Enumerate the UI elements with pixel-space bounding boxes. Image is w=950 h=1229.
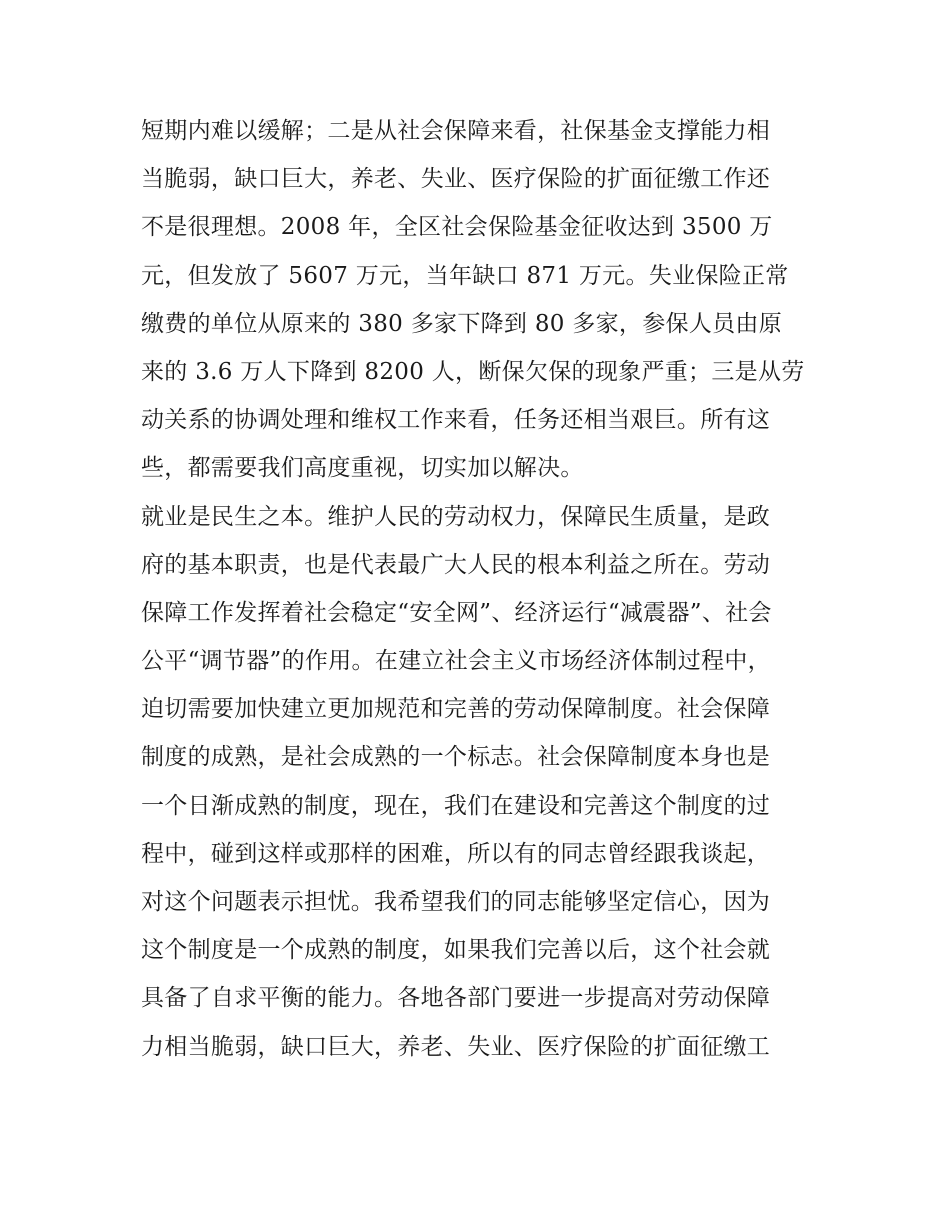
text-line: 一个日渐成熟的制度，现在，我们在建设和完善这个制度的过	[141, 792, 771, 819]
text-line: 具备了自求平衡的能力。各地各部门要进一步提高对劳动保障	[141, 985, 771, 1012]
text-line: 力相当脆弱，缺口巨大，养老、失业、医疗保险的扩面征缴工	[141, 1033, 771, 1060]
text-line: 公平“调节器”的作用。在建立社会主义市场经济体制过程中，	[141, 648, 771, 675]
text-line: 不是很理想。2008 年，全区社会保险基金征收达到 3500 万	[141, 214, 773, 241]
text-line: 就业是民生之本。维护人民的劳动权力，保障民生质量，是政	[141, 503, 771, 530]
text-line: 迫切需要加快建立更加规范和完善的劳动保障制度。社会保障	[141, 696, 771, 723]
text-line: 程中，碰到这样或那样的困难，所以有的同志曾经跟我谈起，	[141, 840, 771, 867]
text-line: 缴费的单位从原来的 380 多家下降到 80 多家，参保人员由原	[141, 310, 783, 337]
text-line: 府的基本职责，也是代表最广大人民的根本利益之所在。劳动	[141, 551, 771, 578]
text-line: 动关系的协调处理和维权工作来看，任务还相当艰巨。所有这	[141, 407, 771, 434]
document-body-text	[141, 107, 821, 1071]
text-line: 短期内难以缓解；二是从社会保障来看，社保基金支撑能力相	[141, 118, 771, 144]
text-line: 当脆弱，缺口巨大，养老、失业、医疗保险的扩面征缴工作还	[141, 166, 771, 193]
text-line: 保障工作发挥着社会稳定“安全网”、经济运行“减震器”、社会	[141, 599, 772, 626]
text-line: 对这个问题表示担忧。我希望我们的同志能够坚定信心，因为	[141, 889, 771, 915]
text-line: 元，但发放了 5607 万元，当年缺口 871 万元。失业保险正常	[141, 262, 789, 289]
text-line: 些，都需要我们高度重视，切实加以解决。	[141, 455, 584, 482]
text-line: 这个制度是一个成熟的制度，如果我们完善以后，这个社会就	[141, 937, 771, 964]
text-line: 制度的成熟，是社会成熟的一个标志。社会保障制度本身也是	[141, 744, 771, 771]
text-line: 来的 3.6 万人下降到 8200 人，断保欠保的现象严重；三是从劳	[141, 358, 805, 385]
